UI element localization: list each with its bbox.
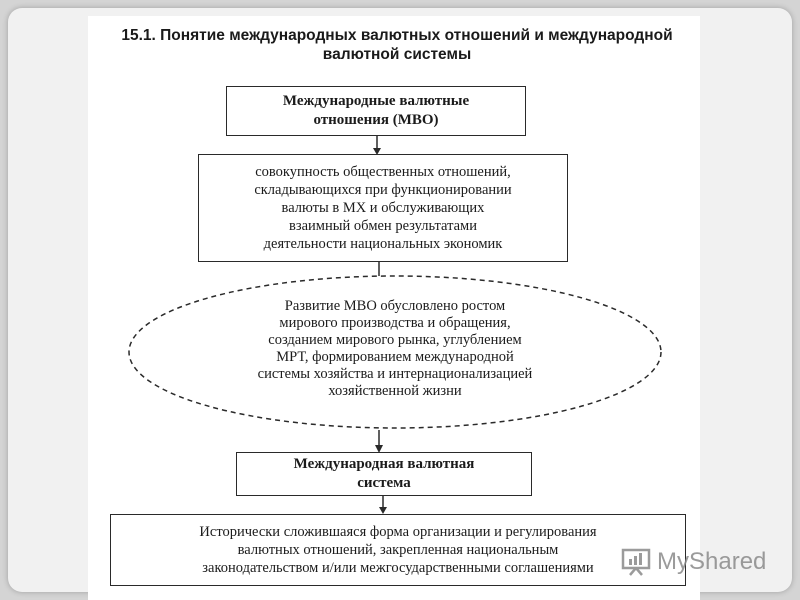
ellipse-line: системы хозяйства и интернационализацией: [257, 366, 533, 382]
page-title: [102, 26, 692, 64]
title-line: валютной системы: [322, 46, 472, 63]
box-line: Международные валютные: [282, 93, 470, 109]
mvo-definition-box: [198, 154, 568, 262]
watermark-text: MyShared: [657, 548, 767, 575]
box-line: взаимный обмен результатами: [289, 218, 477, 234]
box-line: система: [357, 475, 411, 491]
connector-arrow: [373, 430, 385, 454]
box-line: складывающихся при функционировании: [254, 182, 512, 198]
mvs-definition-box: [110, 514, 686, 586]
ellipse-line: мирового производства и обращения,: [279, 315, 511, 331]
mvo-development-ellipse: [125, 272, 665, 432]
box-line: законодательством и/или межгосударственными соглашениями: [202, 560, 594, 576]
title-line: 15.1. Понятие международных валютных отношений и международной: [121, 27, 673, 44]
ellipse-line: созданием мирового рынка, углублением: [268, 332, 522, 348]
connector-arrow: [377, 496, 389, 516]
mvs-heading-box: [236, 452, 532, 496]
myshared-watermark: [621, 544, 781, 580]
box-line: деятельности национальных экономик: [263, 236, 503, 252]
box-line: Исторически сложившаяся форма организации и регулирования: [199, 524, 597, 540]
presentation-chart-icon: [621, 547, 651, 577]
ellipse-line: хозяйственной жизни: [328, 383, 462, 399]
ellipse-line: МРТ, формированием международной: [276, 349, 514, 365]
box-line: Международная валютная: [293, 456, 475, 472]
slide-frame: [8, 8, 792, 592]
connector-arrow: [371, 136, 383, 156]
document-page: [88, 16, 700, 600]
ellipse-text: [185, 298, 605, 400]
mvo-heading-box: [226, 86, 526, 136]
ellipse-line: Развитие МВО обусловлено ростом: [284, 298, 506, 314]
box-line: валютных отношений, закрепленная национальным: [237, 542, 559, 558]
box-line: отношения (МВО): [313, 112, 439, 128]
box-line: совокупность общественных отношений,: [255, 164, 511, 180]
box-line: валюты в МХ и обслуживающих: [281, 200, 485, 216]
